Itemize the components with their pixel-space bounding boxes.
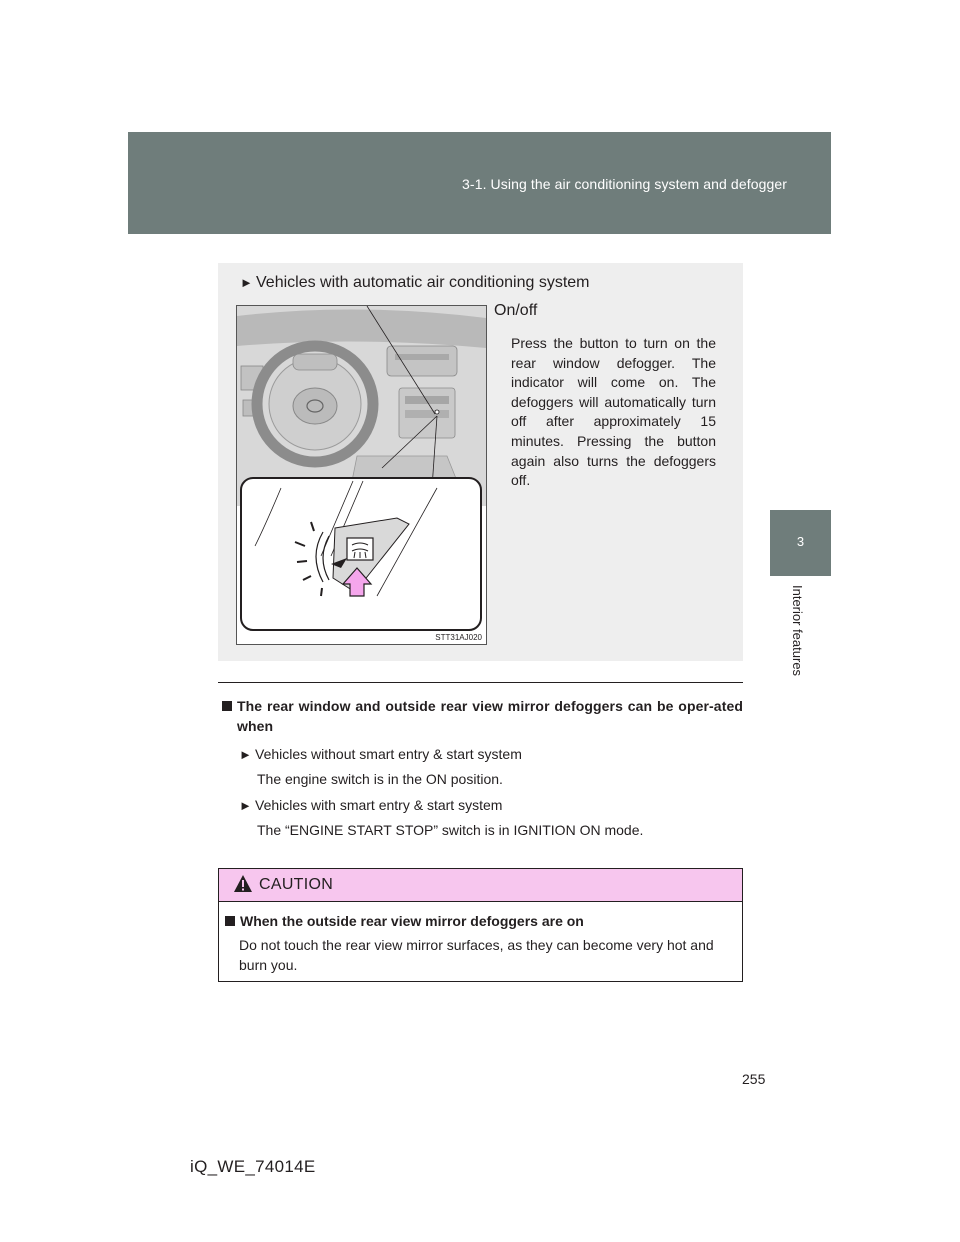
condition-with-smart-entry [239,796,502,815]
condition-without-smart-entry [239,745,522,764]
triangle-bullet-icon: ► [240,275,253,290]
chapter-number: 3 [796,534,805,549]
operating-conditions-note [222,696,743,838]
section-title: 3-1. Using the air conditioning system and defogger [462,176,787,192]
caution-header [219,869,742,902]
detail-with-smart-entry: The “ENGINE START STOP” switch is in IGNITION ON mode. [257,822,644,838]
document-code: iQ_WE_74014E [190,1157,316,1176]
caution-box [218,868,743,982]
section-divider [218,682,743,683]
square-bullet-icon [225,916,235,926]
square-bullet-icon [222,701,232,711]
illustration-code: STT31AJ020 [435,633,482,642]
auto-ac-heading-text: Vehicles with automatic air conditioning system [256,274,590,291]
header-band [128,132,831,234]
note-heading [222,696,743,736]
triangle-bullet-icon: ► [239,798,252,813]
caution-heading-text: When the outside rear view mirror defoggers are on [240,913,584,929]
onoff-label: On/off [494,302,538,319]
onoff-description: Press the button to turn on the rear window defogger. The indicator will come on. The defoggers will automatically turn off after approximately 15 minutes. Pressing the button again also turns the defoggers off. [511,335,716,489]
chapter-label-wrap [790,585,810,685]
warning-triangle-icon [233,874,253,893]
condition-text: Vehicles without smart entry & start system [255,746,522,762]
detail-without-smart-entry: The engine switch is in the ON position. [257,771,503,787]
auto-ac-heading [240,274,590,292]
chapter-tab [770,510,831,576]
caution-heading [225,913,584,929]
caution-title: CAUTION [259,876,334,893]
condition-text: Vehicles with smart entry & start system [255,797,503,813]
page-number: 255 [742,1071,766,1087]
chapter-label: Interior features [790,585,805,677]
triangle-bullet-icon: ► [239,747,252,762]
dashboard-drawing [237,306,486,644]
note-heading-text: The rear window and outside rear view mirror defoggers can be oper-ated when [237,698,743,734]
defogger-illustration [236,305,487,645]
caution-body: Do not touch the rear view mirror surfaces, as they can become very hot and burn you. [239,937,714,973]
